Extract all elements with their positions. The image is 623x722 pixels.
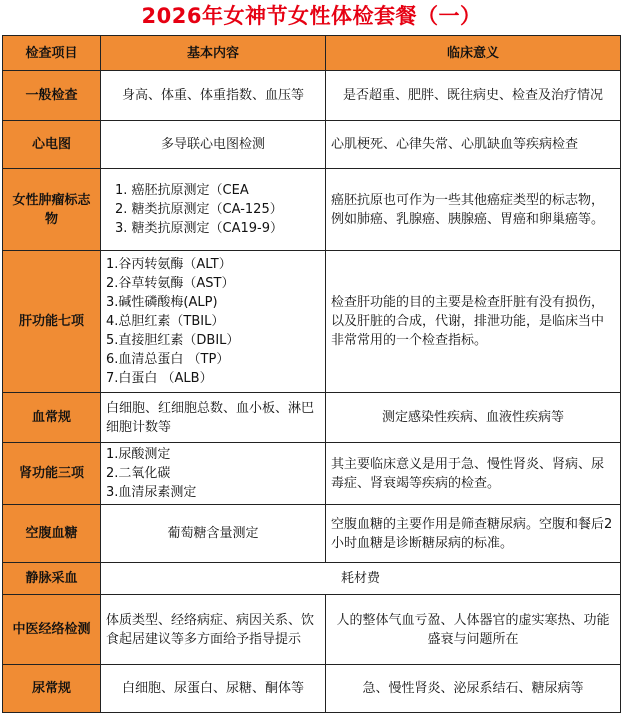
- content-line: 1.尿酸测定: [106, 447, 171, 462]
- content-line: 1.谷丙转氨酶（ALT）: [106, 257, 232, 272]
- row-significance: 测定感染性疾病、血液性疾病等: [326, 393, 621, 443]
- row-item: 空腹血糖: [3, 505, 101, 563]
- row-significance: 急、慢性肾炎、泌尿系结石、糖尿病等: [326, 665, 621, 713]
- row-merged-content: 耗材费: [101, 563, 621, 595]
- row-item: 一般检查: [3, 71, 101, 121]
- row-item: 中医经络检测: [3, 595, 101, 665]
- row-significance: 人的整体气血亏盈、人体器官的虚实寒热、功能盛衰与问题所在: [326, 595, 621, 665]
- content-line: 3. 糖类抗原测定（CA19-9）: [115, 221, 284, 236]
- row-item: 女性肿瘤标志物: [3, 169, 101, 251]
- row-item: 肾功能三项: [3, 443, 101, 505]
- row-item: 静脉采血: [3, 563, 101, 595]
- content-line: 2. 糖类抗原测定（CA-125）: [115, 202, 283, 217]
- row-content: 体质类型、经络病症、病因关系、饮食起居建议等多方面给予指导提示: [101, 595, 326, 665]
- content-line: 3.血清尿素测定: [106, 485, 197, 500]
- row-content: [101, 169, 326, 251]
- row-content: 葡萄糖含量测定: [101, 505, 326, 563]
- row-significance: 其主要临床意义是用于急、慢性肾炎、肾病、尿毒症、肾衰竭等疾病的检查。: [326, 443, 621, 505]
- content-line: 2.二氧化碳: [106, 466, 171, 481]
- table-row: [3, 505, 621, 563]
- row-significance: 空腹血糖的主要作用是筛查糖尿病。空腹和餐后2小时血糖是诊断糖尿病的标准。: [326, 505, 621, 563]
- table-row: [3, 251, 621, 393]
- row-content: 白细胞、尿蛋白、尿糖、酮体等: [101, 665, 326, 713]
- content-line: 7.白蛋白 （ALB）: [106, 371, 213, 386]
- row-content: [101, 443, 326, 505]
- page-title: 2026年女神节女性体检套餐（一）: [141, 4, 482, 28]
- table-row: [3, 665, 621, 713]
- row-content: 多导联心电图检测: [101, 121, 326, 169]
- content-line: 1. 癌胚抗原测定（CEA: [115, 183, 249, 198]
- header-content: 基本内容: [101, 36, 326, 71]
- header-item: 检查项目: [3, 36, 101, 71]
- row-content: 白细胞、红细胞总数、血小板、淋巴细胞计数等: [101, 393, 326, 443]
- content-line: 4.总胆红素（TBIL）: [106, 314, 225, 329]
- row-content: [101, 251, 326, 393]
- row-item: 尿常规: [3, 665, 101, 713]
- content-line: 5.直接胆红素（DBIL）: [106, 333, 240, 348]
- table-row: [3, 121, 621, 169]
- table-row: [3, 71, 621, 121]
- table-row: [3, 443, 621, 505]
- row-significance: 心肌梗死、心律失常、心肌缺血等疾病检查: [326, 121, 621, 169]
- content-line: 6.血清总蛋白 （TP）: [106, 352, 230, 367]
- table-row: [3, 563, 621, 595]
- row-significance: 是否超重、肥胖、既往病史、检查及治疗情况: [326, 71, 621, 121]
- table-row: [3, 595, 621, 665]
- table-row: [3, 393, 621, 443]
- row-content: 身高、体重、体重指数、血压等: [101, 71, 326, 121]
- row-significance: 癌胚抗原也可作为一些其他癌症类型的标志物，例如肺癌、乳腺癌、胰腺癌、胃癌和卵巢癌等。: [326, 169, 621, 251]
- row-item: 血常规: [3, 393, 101, 443]
- row-item: 心电图: [3, 121, 101, 169]
- checkup-table: [2, 35, 621, 713]
- header-significance: 临床意义: [326, 36, 621, 71]
- row-significance: 检查肝功能的目的主要是检查肝脏有没有损伤，以及肝脏的合成，代谢，排泄功能，是临床当中非常常用的一个检查指标。: [326, 251, 621, 393]
- table-row: [3, 169, 621, 251]
- content-line: 2.谷草转氨酶（AST）: [106, 276, 235, 291]
- content-line: 3.碱性磷酸梅(ALP): [106, 295, 218, 310]
- table-header-row: [3, 36, 621, 71]
- row-item: 肝功能七项: [3, 251, 101, 393]
